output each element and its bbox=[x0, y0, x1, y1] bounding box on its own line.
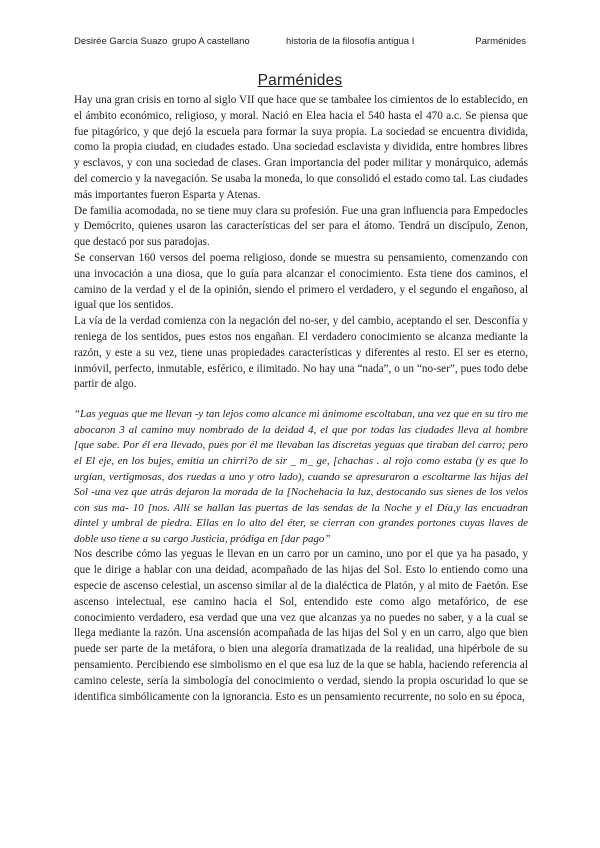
document-title: Parménides bbox=[257, 72, 343, 89]
header-short-title: Parménides bbox=[475, 36, 526, 47]
header-group: grupo A castellano bbox=[172, 36, 250, 47]
paragraph: Se conservan 160 versos del poema religioso, donde se muestra su pensamiento, comenzando con una invocación a una diosa, que lo guía para alcanzar el conocimiento. Esta tiene dos caminos, el camino de la verdad y el de la opinión, siendo el primero el verdadero, y el segundo el engañoso, al igual que los sentidos. bbox=[74, 251, 528, 312]
poem-quote: “Las yeguas que me llevan -y tan lejos como alcance mi ánimome escoltaban, una vez que en su tiro me abocaron 3 al camino muy nombrado de la deidad 4, el que por todas las ciudades lleva al hombre [que sabe. Por él era llevado, pues por él me llevaban las discretas yeguas que tiraban del carro; pero el El eje, en los bujes, emitía un chirri?o de sir _ m_ ge, [chachas . al rojo como estaba (y es que lo urgían, vertigmosas, dos ruedas a uno y otro lado), cuando se apresuraron a escoltarme las hijas del Sol -una vez que atrás dejaron la morada de la [Nochehacia la luz, destocando sus sienes de los velos con sus ma- 10 [nos. Allí se hallan las puertas de las sendas de la Noche y el Día,y las encuadran dintel y umbral de piedra. Ellas en lo alto del éter, se cierran con grandes portones cuyas llaves de doble uso tiene a su cargo Justicia, pródiga en [dar pago” bbox=[74, 408, 528, 545]
paragraph: Hay una gran crisis en torno al siglo VII que hace que se tambalee los cimientos de lo establecido, en el ámbito económico, religioso, y moral. Nació en Elea hacia el 540 hasta el 470 a.c. Se piensa que fue pitagórico, y que dejó la escuela para formar la suya propia. La sociedad se encuentra dividida, como la propia ciudad, en ciudades estado. Una sociedad esclavista y dividida, entre hombres libres y esclavos, y con una sociedad de clases. Gran importancia del poder militar y monárquico, además del comercio y la navegación. Se usaba la moneda, lo que consolidó el estado como tal. Las ciudades más importantes fueron Esparta y Atenas. bbox=[74, 94, 528, 201]
paragraph: De familia acomodada, no se tiene muy clara su profesión. Fue una gran influencia para Empedocles y Demócrito, quienes usaron las características del ser para el átomo. Tendrá un discípulo, Zenon, que destacó por sus paradojas. bbox=[74, 204, 528, 249]
paragraph: La vía de la verdad comienza con la negación del no-ser, y del cambio, aceptando el ser. Desconfía y reniega de los sentidos, pues estos nos engañan. El verdadero conocimiento se alcanza mediante la razón, y este a su vez, tiene unas propiedades características y diferentes al resto. El ser es eterno, inmóvil, perfecto, inmutable, esférico, e ilimitado. No hay una “nada”, o un “no-ser”, pues todo debe partir de algo. bbox=[74, 315, 528, 391]
header-author: Desirée García Suazo bbox=[74, 36, 168, 47]
header-course: historia de la filosofía antigua I bbox=[286, 36, 415, 47]
commentary-paragraph: Nos describe cómo las yeguas le llevan en un carro por un camino, uno por el que ya ha pasado, y que le dirige a hablar con una deidad, acompañado de las hijas del Sol. Esto lo entiendo como una especie de ascenso celestial, un ascenso similar al de la dialéctica de Platón, y al mito de Faetón. Ese ascenso intelectual, ese camino hacia el Sol, entendido este como algo metafórico, de ese conocimiento verdadero, esa verdad que una vez que alcanzas ya no puedes no saber, y a la cual se llega mediante la razón. Una ascensión acompañada de las hijas del Sol y en un carro, algo que bien puede ser parte de la metáfora, o bien una alegoría dramatizada de la realidad, una hipérbole de su pensamiento. Percibiendo ese simbolismo en el que esa luz de la que se habla, haciendo referencia al camino celeste, sería la simbología del conocimiento o verdad, siendo la propia oscuridad lo que se identifica simbólicamente con la ignorancia. Esto es un pensamiento recurrente, no solo en su época, bbox=[74, 548, 528, 703]
document-body bbox=[74, 93, 528, 705]
page-header bbox=[74, 36, 526, 47]
